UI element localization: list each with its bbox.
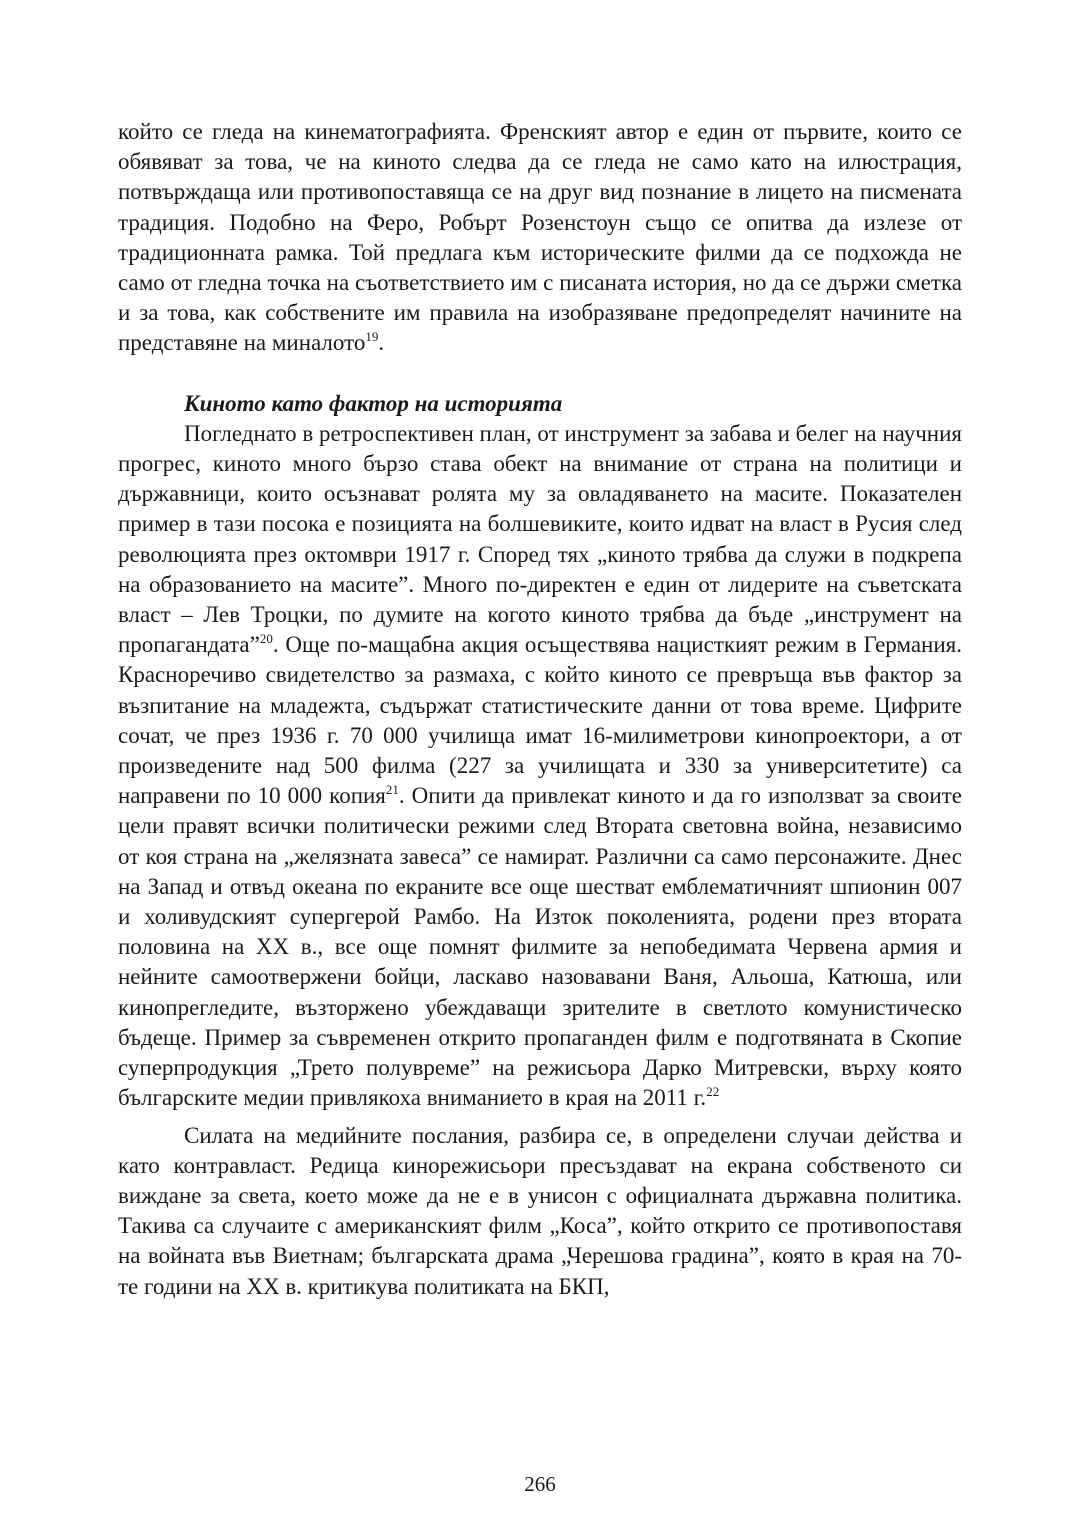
paragraph-text: който се гледа на кинематографията. Френският автор е един от първите, които се обявяват за това, че на киното следва да се гледа не само като на илюстрация, потвърждаща или противопоставяща се на друг вид познание в лицето на писмената традиция. Подобно на Феро, Робърт Розенстоун също се опитва да излезе от традиционната рамка. Той предлага към историческите филми да се подхожда не само от гледна точка на съответствието им с писаната история, но да се държи сметка и за това, как собствените им правила на изобразяване предопределят начините на представяне на миналото xyxy=(118,119,962,356)
paragraph-tail: . xyxy=(378,330,385,356)
paragraph-text-part-b: . Още по-мащабна акция осъществява нацисткият режим в Германия. Красноречиво свидетелство за размаха, с който киното се превръща във фактор за възпитание на младежта, съдържат статистическите данни от това време. Цифрите сочат, че през 1936 г. 70 000 училища имат 16-милиметрови кинопроектори, а от произведените над 500 филма (227 за училищата и 330 за университетите) са направени по 10 000 копия xyxy=(118,632,962,809)
footnote-ref-21[interactable]: 21 xyxy=(385,781,399,797)
paragraph-cinema-factor xyxy=(118,419,962,1114)
paragraph-continuation xyxy=(118,117,962,359)
paragraph-text-part-c: . Опити да привлекат киното и да го използват за своите цели правят всички политически режими след Втората световна война, независимо от коя страна на „желязната завеса” се намират. Различни са само персонажите. Днес на Запад и отвъд океана по екраните все още шестват емблематичният шпионин 007 и холивудският супергерой Рамбо. На Изток поколенията, родени през втората половина на XX в., все още помнят филмите за непобедимата Червена армия и нейните самоотвержени бойци, ласкаво назовавани Ваня, Альоша, Катюша, или кинопрегледите, възторжено убеждаващи зрителите в светлото комунистическо бъдеще. Пример за съвременен открито пропаганден филм е подготвяната в Скопие суперпродукция „Трето полувреме” на режисьора Дарко Митревски, върху която българските медии привлякоха вниманието в края на 2011 г. xyxy=(118,783,962,1111)
page-number: 266 xyxy=(524,1472,556,1496)
page-body xyxy=(118,117,962,1302)
footnote-ref-22[interactable]: 22 xyxy=(706,1083,720,1099)
paragraph-counter-power: Силата на медийните послания, разбира се, в определени случаи действа и като контравласт. Редица кинорежисьори пресъздават на екрана собственото си виждане за света, което може да не е в унисон с официалната държавна политика. Такива са случаите с американският филм „Коса”, който открито се противопоставя на войната във Виетнам; българската драма „Черешова градина”, която в края на 70-те години на XX в. критикува политиката на БКП, xyxy=(118,1122,962,1299)
section-heading: Киното като фактор на историята xyxy=(184,390,563,416)
paragraph-text-part-a: Погледнато в ретроспективен план, от инструмент за забава и белег на научния прогрес, киното много бързо става обект на внимание от страна на политици и държавници, които осъзнават ролята му за овладяването на масите. Показателен пример в тази посока е позицията на болшевиките, които идват на власт в Русия след революцията през октомври 1917 г. Според тях „киното трябва да служи в подкрепа на образованието на масите”. Много по-директен е един от лидерите на съветската власт – Лев Троцки, по думите на когото киното трябва да бъде „инструмент на пропагандата” xyxy=(118,420,962,658)
footnote-ref-20[interactable]: 20 xyxy=(259,630,273,646)
footnote-ref-19[interactable]: 19 xyxy=(365,328,379,344)
